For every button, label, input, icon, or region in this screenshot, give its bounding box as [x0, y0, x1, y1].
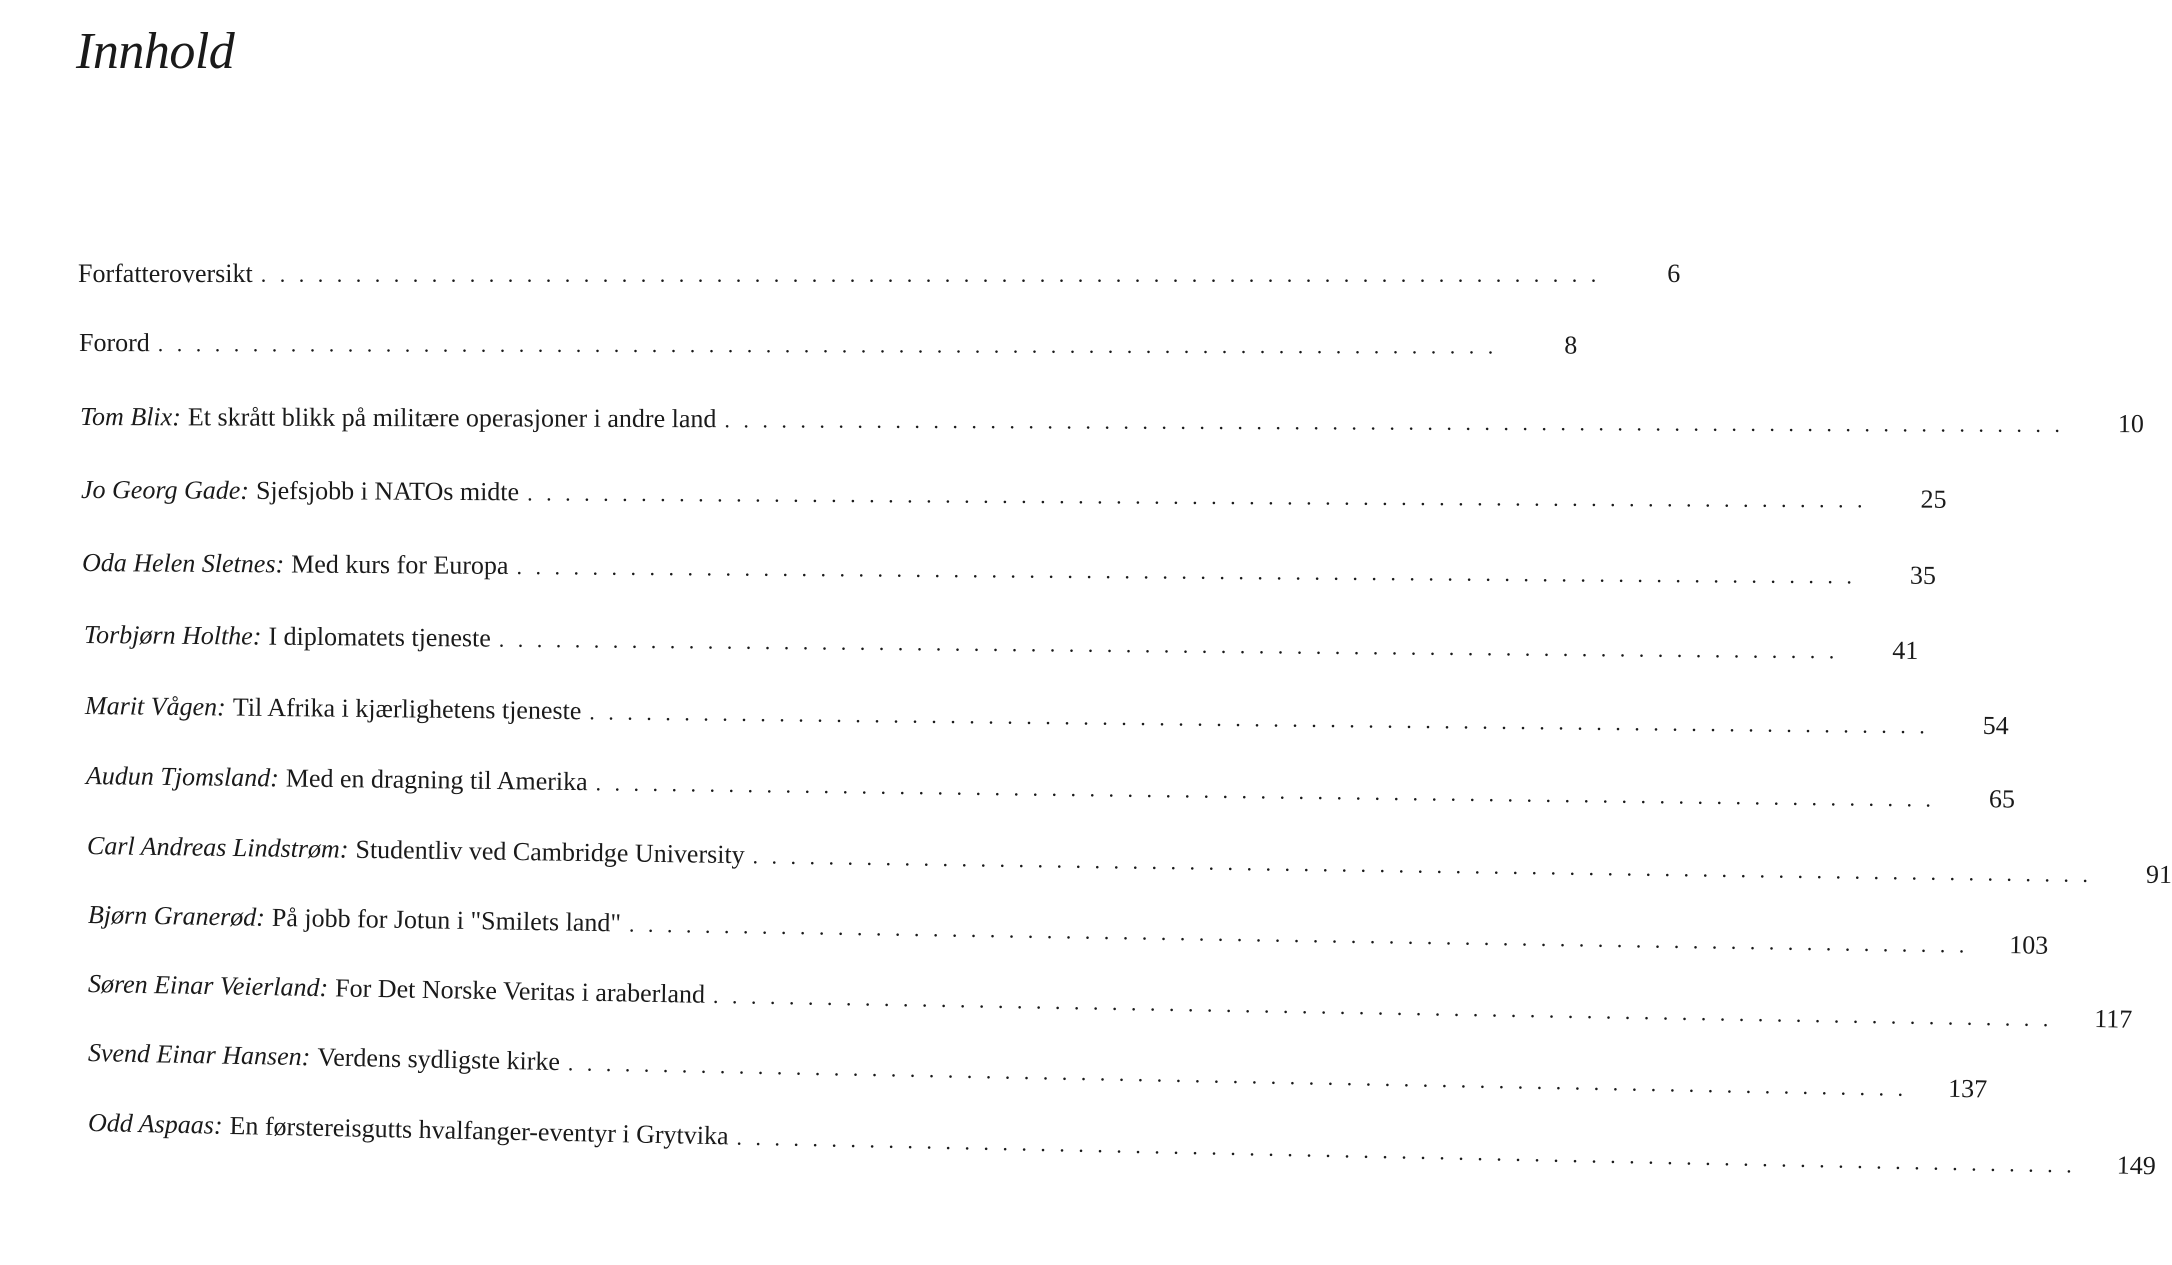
toc-entry-title: I diplomatets tjeneste [268, 621, 491, 653]
toc-entry-page: 35 [1909, 560, 1937, 590]
toc-entry-author: Jo Georg Gade: [80, 475, 250, 505]
toc-entry-title: Studentliv ved Cambridge University [355, 834, 745, 870]
dot-leader [736, 1118, 2076, 1186]
toc-entry-oda-helen-sletnes [81, 543, 1937, 590]
toc-entry-title: Med kurs for Europa [291, 549, 509, 580]
toc-entry-author: Marit Vågen: [84, 691, 226, 722]
toc-entry-page: 54 [1982, 710, 2009, 741]
toc-entry-page: 6 [1667, 259, 1681, 288]
toc-entry-title: For Det Norske Veritas i araberland [334, 973, 706, 1009]
toc-entry-page: 117 [2094, 1004, 2133, 1034]
toc-entry-svend-einar-hansen [87, 1033, 1988, 1104]
dot-leader [724, 400, 2064, 445]
toc-entry-page: 10 [2117, 409, 2144, 439]
page-title: Innhold [76, 23, 235, 80]
dot-leader [158, 324, 1498, 366]
toc-entry-page: 25 [1920, 484, 1947, 514]
dot-leader [527, 473, 1867, 520]
toc-entry-title: Verdens sydligste kirke [317, 1042, 561, 1077]
toc-entry-tom-blix [79, 397, 2144, 440]
toc-entry-page: 8 [1564, 330, 1578, 360]
toc-entry-author: Søren Einar Veierland: [87, 969, 329, 1003]
toc-entry-page: 41 [1892, 635, 1919, 666]
toc-entry-title: Til Afrika i kjærlighetens tjeneste [232, 692, 582, 726]
dot-leader [713, 976, 2053, 1039]
dot-leader [516, 547, 1856, 596]
toc-entry-title: Et skrått blikk på militære operasjoner i andre land [187, 402, 717, 434]
dot-leader [568, 1043, 1908, 1109]
toc-entry-page: 65 [1988, 784, 2016, 814]
toc-entry-jo-georg-gade [80, 470, 1947, 514]
toc-entry-author: Odd Aspaas: [87, 1108, 223, 1140]
toc-entry-page: 137 [1947, 1073, 1988, 1104]
dot-leader [752, 836, 2092, 895]
toc-entry-author: Svend Einar Hansen: [87, 1038, 311, 1072]
toc-entry-page: 91 [2145, 859, 2172, 890]
toc-entry-forord [78, 323, 1578, 364]
toc-entry-title: Forord [78, 328, 150, 358]
dot-leader [589, 692, 1929, 746]
dot-leader [499, 620, 1839, 672]
toc-entry-page: 149 [2116, 1150, 2157, 1181]
toc-entry-audun-tjomsland [85, 756, 2016, 814]
toc-entry-author: Torbjørn Holthe: [83, 620, 262, 651]
dot-leader [261, 255, 1601, 295]
toc-entry-torbjorn-holthe [83, 615, 1919, 666]
toc-entry-forfatteroversikt [78, 254, 1681, 294]
toc-entry-title: Sjefsjobb i NATOs midte [255, 475, 520, 507]
toc-entry-title: På jobb for Jotun i "Smilets land" [271, 902, 622, 938]
toc-entry-bjorn-granerod [87, 895, 2049, 960]
toc-entry-author: Carl Andreas Lindstrøm: [86, 831, 349, 864]
toc-entry-soren-einar-veierland [87, 964, 2133, 1034]
toc-entry-odd-aspaas [87, 1103, 2157, 1181]
toc-entry-author: Bjørn Granerød: [87, 900, 266, 932]
toc-entry-marit-vagen [84, 686, 2009, 741]
toc-entry-page: 103 [2009, 930, 2049, 960]
toc-entry-title: Med en dragning til Amerika [285, 763, 588, 797]
toc-entry-carl-andreas-lindstrom [86, 826, 2172, 890]
dot-leader [595, 763, 1935, 819]
toc-entry-author: Audun Tjomsland: [85, 761, 280, 793]
toc-entry-title: En førstereisgutts hvalfanger-eventyr i Grytvika [229, 1110, 729, 1151]
toc-entry-title: Forfatteroversikt [78, 259, 253, 288]
toc-entry-author: Tom Blix: [79, 402, 181, 432]
toc-entry-author: Oda Helen Sletnes: [81, 548, 285, 579]
dot-leader [629, 905, 1969, 966]
